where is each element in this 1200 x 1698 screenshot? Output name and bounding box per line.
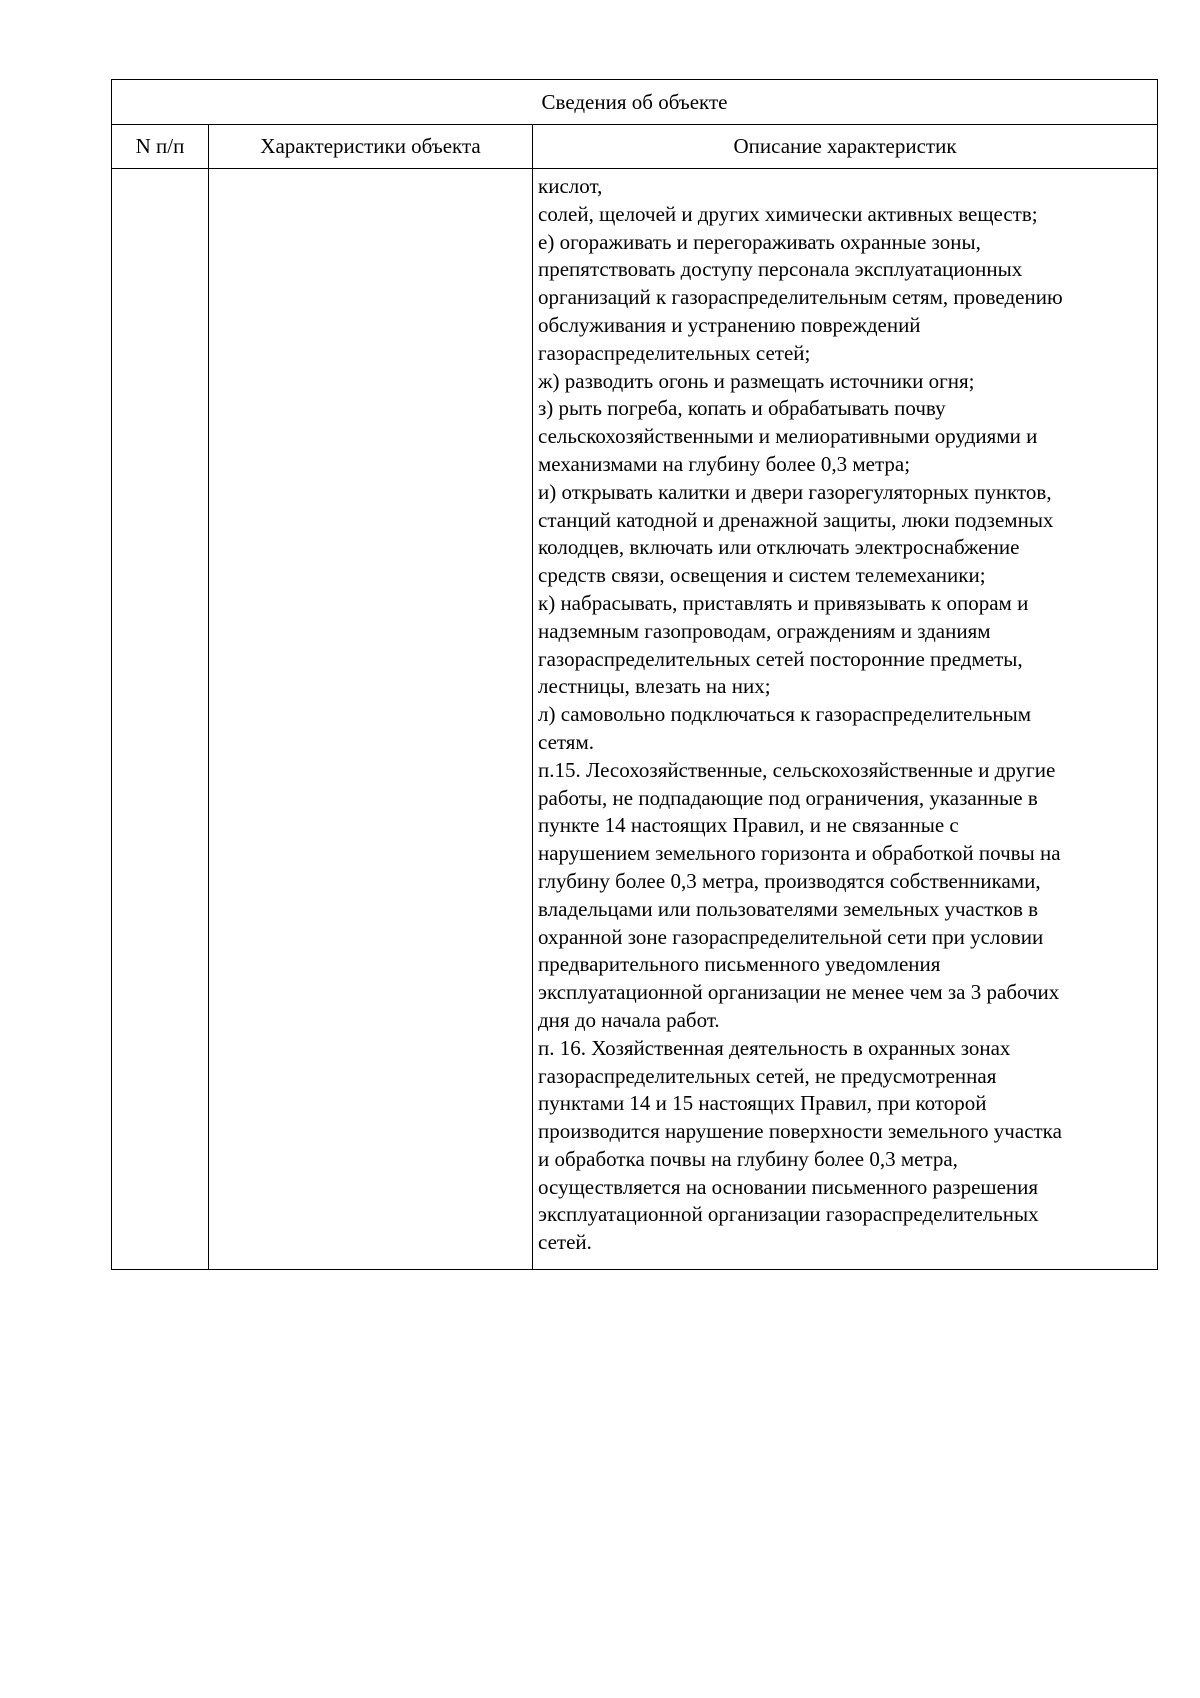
cell-description <box>533 169 1158 1270</box>
description-line: эксплуатационной организации газораспределительных <box>538 1202 1039 1227</box>
header-characteristics: Характеристики объекта <box>209 125 533 169</box>
description-line: сельскохозяйственными и мелиоративными орудиями и <box>538 424 1038 449</box>
description-line: препятствовать доступу персонала эксплуатационных <box>538 257 1023 282</box>
description-line: газораспределительных сетей посторонние предметы, <box>538 646 1023 671</box>
description-line: п.15. Лесохозяйственные, сельскохозяйственные и другие <box>538 757 1056 782</box>
description-line: обслуживания и устранению повреждений <box>538 312 921 337</box>
description-line: работы, не подпадающие под ограничения, указанные в <box>538 785 1038 810</box>
description-line: и обработка почвы на глубину более 0,3 метра, <box>538 1146 958 1171</box>
description-line: дня до начала работ. <box>538 1007 720 1032</box>
table-title-row <box>112 80 1158 125</box>
description-line: механизмами на глубину более 0,3 метра; <box>538 451 911 476</box>
description-line: пунктами 14 и 15 настоящих Правил, при которой <box>538 1091 987 1116</box>
description-line: п. 16. Хозяйственная деятельность в охранных зонах <box>538 1035 1011 1060</box>
description-line: сетям. <box>538 729 594 754</box>
cell-num <box>112 169 209 1270</box>
description-line: ж) разводить огонь и размещать источники огня; <box>538 368 975 393</box>
description-line: надземным газопроводам, ограждениям и зданиям <box>538 618 991 643</box>
description-line: охранной зоне газораспределительной сети при условии <box>538 924 1044 949</box>
description-line: л) самовольно подключаться к газораспределительным <box>538 702 1032 727</box>
description-line: глубину более 0,3 метра, производятся собственниками, <box>538 868 1041 893</box>
description-line: лестницы, влезать на них; <box>538 674 771 699</box>
description-line: станций катодной и дренажной защиты, люки подземных <box>538 507 1054 532</box>
object-info-table <box>111 79 1158 1270</box>
description-line: газораспределительных сетей; <box>538 340 811 365</box>
description-line: кислот, <box>538 174 603 198</box>
table-header-row <box>112 125 1158 169</box>
description-line: осуществляется на основании письменного разрешения <box>538 1174 1039 1199</box>
description-line: производится нарушение поверхности земельного участка <box>538 1119 1062 1144</box>
table-row <box>112 169 1158 1270</box>
header-num: N п/п <box>112 125 209 169</box>
cell-characteristics <box>209 169 533 1270</box>
description-line: организаций к газораспределительным сетям, проведению <box>538 285 1063 310</box>
description-line: эксплуатационной организации не менее чем за 3 рабочих <box>538 980 1060 1005</box>
description-line: и) открывать калитки и двери газорегуляторных пунктов, <box>538 479 1052 504</box>
description-line: газораспределительных сетей, не предусмотренная <box>538 1063 997 1088</box>
description-line: колодцев, включать или отключать электроснабжение <box>538 535 1020 560</box>
description-line: нарушением земельного горизонта и обработкой почвы на <box>538 841 1061 866</box>
description-line: средств связи, освещения и систем телемеханики; <box>538 563 986 588</box>
header-description: Описание характеристик <box>533 125 1158 169</box>
description-line: предварительного письменного уведомления <box>538 952 941 977</box>
description-line: пункте 14 настоящих Правил, и не связанные с <box>538 813 959 838</box>
description-line: владельцами или пользователями земельных участков в <box>538 896 1039 921</box>
description-line: к) набрасывать, приставлять и привязывать к опорам и <box>538 590 1029 615</box>
description-line: з) рыть погреба, копать и обрабатывать почву <box>538 396 946 421</box>
description-line: е) огораживать и перегораживать охранные зоны, <box>538 229 981 254</box>
table-title: Сведения об объекте <box>112 80 1158 125</box>
description-line: солей, щелочей и других химически активных веществ; <box>538 201 1038 226</box>
description-line: сетей. <box>538 1230 592 1255</box>
